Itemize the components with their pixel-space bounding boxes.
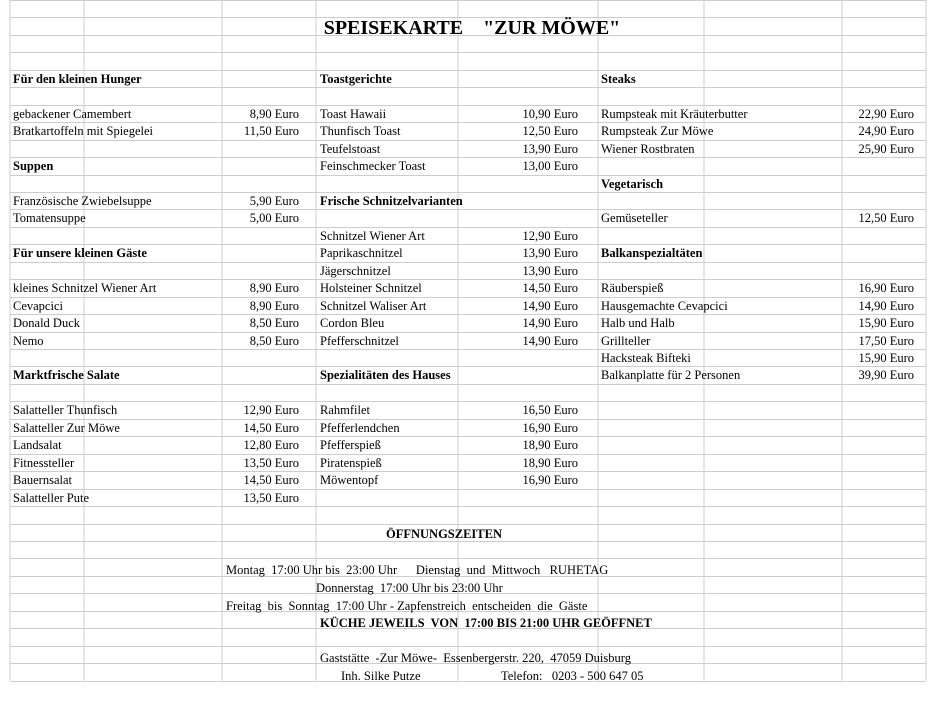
menu-item-name: Pfefferspieß	[320, 438, 381, 452]
menu-item-price: 17,50 Euro	[858, 334, 914, 348]
section-heading: Für den kleinen Hunger	[13, 72, 142, 86]
menu-item-name: Cevapcici	[13, 299, 63, 313]
menu-item-price: 25,90 Euro	[858, 142, 914, 156]
menu-item-name: Donald Duck	[13, 316, 80, 330]
hours-line-2: Donnerstag 17:00 Uhr bis 23:00 Uhr	[316, 581, 503, 595]
menu-item-name: Salatteller Zur Möwe	[13, 421, 120, 435]
section-heading: Spezialitäten des Hauses	[320, 368, 451, 382]
menu-item-price: 14,50 Euro	[243, 421, 299, 435]
menu-item-price: 15,90 Euro	[858, 351, 914, 365]
menu-item-price: 39,90 Euro	[858, 368, 914, 382]
menu-item-price: 24,90 Euro	[858, 124, 914, 138]
menu-item-price: 13,90 Euro	[522, 264, 578, 278]
menu-item-name: Rumpsteak mit Kräuterbutter	[601, 107, 748, 121]
menu-item-name: Schnitzel Wiener Art	[320, 229, 425, 243]
menu-item-price: 16,90 Euro	[522, 473, 578, 487]
footer-address: Gaststätte -Zur Möwe- Essenbergerstr. 220, 47059 Duisburg	[320, 651, 631, 665]
menu-item-name: Bratkartoffeln mit Spiegelei	[13, 124, 154, 138]
menu-item-price: 12,50 Euro	[522, 124, 578, 138]
menu-item-name: Feinschmecker Toast	[320, 159, 426, 173]
menu-item-price: 16,50 Euro	[522, 403, 578, 417]
menu-item-name: Piratenspieß	[320, 456, 382, 470]
menu-item-name: Landsalat	[13, 438, 62, 452]
menu-item-price: 12,90 Euro	[243, 403, 299, 417]
menu-item-name: Wiener Rostbraten	[601, 142, 695, 156]
menu-item-price: 8,50 Euro	[249, 334, 299, 348]
menu-item-price: 18,90 Euro	[522, 456, 578, 470]
menu-item-price: 10,90 Euro	[522, 107, 578, 121]
menu-item-name: Halb und Halb	[601, 316, 675, 330]
menu-item-name: Cordon Bleu	[320, 316, 385, 330]
menu-item-price: 14,90 Euro	[522, 316, 578, 330]
menu-item-name: Pfefferschnitzel	[320, 334, 399, 348]
menu-item-name: Salatteller Pute	[13, 491, 90, 505]
menu-item-name: kleines Schnitzel Wiener Art	[13, 281, 157, 295]
footer-owner: Inh. Silke Putze	[341, 669, 421, 683]
menu-item-name: Gemüseteller	[601, 211, 668, 225]
menu-item-price: 16,90 Euro	[522, 421, 578, 435]
menu-item-name: Nemo	[13, 334, 44, 348]
menu-item-price: 14,50 Euro	[243, 473, 299, 487]
footer-phone: Telefon: 0203 - 500 647 05	[501, 669, 644, 683]
menu-item-name: Thunfisch Toast	[320, 124, 401, 138]
menu-item-price: 14,90 Euro	[522, 299, 578, 313]
menu-item-name: Schnitzel Waliser Art	[320, 299, 427, 313]
menu-item-name: gebackener Camembert	[13, 107, 132, 121]
menu-item-name: Räuberspieß	[601, 281, 664, 295]
section-heading: Suppen	[13, 159, 54, 173]
menu-item-name: Salatteller Thunfisch	[13, 403, 118, 417]
menu-item-price: 14,50 Euro	[522, 281, 578, 295]
menu-item-price: 22,90 Euro	[858, 107, 914, 121]
menu-item-name: Teufelstoast	[320, 142, 381, 156]
menu-item-name: Holsteiner Schnitzel	[320, 281, 422, 295]
section-heading: Toastgerichte	[320, 72, 392, 86]
menu-item-name: Pfefferlendchen	[320, 421, 400, 435]
menu-item-price: 5,90 Euro	[249, 194, 299, 208]
menu-item-price: 8,90 Euro	[249, 281, 299, 295]
menu-item-price: 8,90 Euro	[249, 299, 299, 313]
menu-item-name: Bauernsalat	[13, 473, 73, 487]
section-heading: Balkanspezialtäten	[601, 246, 703, 260]
menu-item-price: 5,00 Euro	[249, 211, 299, 225]
menu-item-name: Toast Hawaii	[320, 107, 387, 121]
menu-item-name: Rahmfilet	[320, 403, 370, 417]
menu-item-name: Rumpsteak Zur Möwe	[601, 124, 714, 138]
menu-item-name: Jägerschnitzel	[320, 264, 391, 278]
section-heading: Frische Schnitzelvarianten	[320, 194, 463, 208]
menu-title: SPEISEKARTE "ZUR MÖWE"	[323, 17, 621, 39]
menu-item-price: 8,50 Euro	[249, 316, 299, 330]
menu-item-name: Möwentopf	[320, 473, 379, 487]
menu-item-price: 18,90 Euro	[522, 438, 578, 452]
menu-item-price: 11,50 Euro	[243, 124, 299, 138]
menu-item-price: 8,90 Euro	[249, 107, 299, 121]
menu-item-name: Tomatensuppe	[13, 211, 86, 225]
section-heading: Steaks	[601, 72, 636, 86]
section-heading: Für unsere kleinen Gäste	[13, 246, 147, 260]
hours-line-1: Montag 17:00 Uhr bis 23:00 Uhr Dienstag und Mittwoch RUHETAG	[226, 563, 609, 577]
menu-item-price: 12,80 Euro	[243, 438, 299, 452]
menu-item-name: Balkanplatte für 2 Personen	[601, 368, 741, 382]
menu-item-price: 16,90 Euro	[858, 281, 914, 295]
section-heading: Vegetarisch	[601, 177, 664, 191]
menu-item-price: 14,90 Euro	[522, 334, 578, 348]
menu-item-price: 13,50 Euro	[243, 456, 299, 470]
menu-item-price: 12,90 Euro	[522, 229, 578, 243]
hours-heading: ÖFFNUNGSZEITEN	[386, 527, 502, 541]
hours-line-3: Freitag bis Sonntag 17:00 Uhr - Zapfenstreich entscheiden die Gäste	[226, 599, 588, 613]
menu-item-name: Fitnessteller	[13, 456, 75, 470]
menu-item-name: Grillteller	[601, 334, 651, 348]
menu-item-price: 13,90 Euro	[522, 246, 578, 260]
section-heading: Marktfrische Salate	[13, 368, 120, 382]
menu-item-price: 12,50 Euro	[858, 211, 914, 225]
menu-item-price: 14,90 Euro	[858, 299, 914, 313]
menu-item-price: 15,90 Euro	[858, 316, 914, 330]
menu-item-name: Hacksteak Bifteki	[601, 351, 691, 365]
menu-item-name: Französische Zwiebelsuppe	[13, 194, 152, 208]
menu-item-name: Paprikaschnitzel	[320, 246, 403, 260]
menu-item-price: 13,50 Euro	[243, 491, 299, 505]
menu-item-name: Hausgemachte Cevapcici	[601, 299, 728, 313]
menu-item-price: 13,00 Euro	[522, 159, 578, 173]
menu-item-price: 13,90 Euro	[522, 142, 578, 156]
kitchen-hours: KÜCHE JEWEILS VON 17:00 BIS 21:00 UHR GEÖFFNET	[320, 616, 652, 630]
